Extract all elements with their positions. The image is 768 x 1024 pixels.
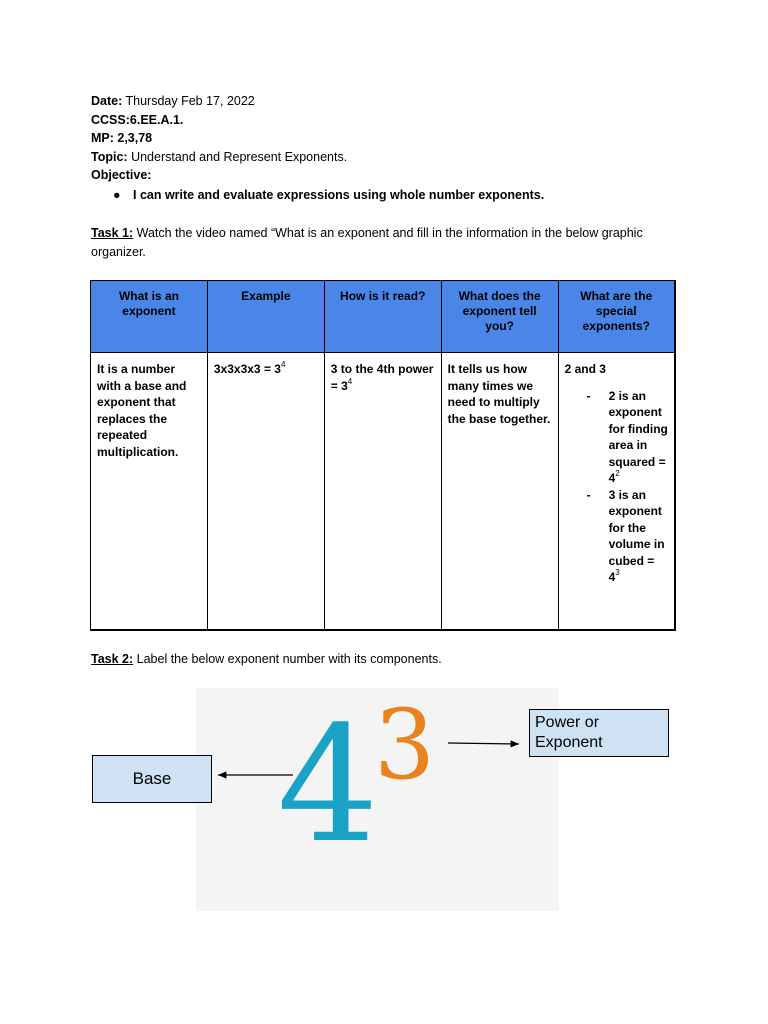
example-exponent: 4 [280,360,286,369]
mp-text: MP: 2,3,78 [91,131,153,145]
table-header-cell: What does the exponent tell you? [441,281,558,353]
bullet-icon: ● [113,188,121,202]
task1-text: Watch the video named “What is an exponent and fill in the information in the below graphic organizer. [91,226,643,259]
objective-label: Objective: [91,168,152,182]
base-digit: 4 [277,691,379,878]
special-item-exponent: 2 [615,469,620,478]
power-label-line2: Exponent [535,734,603,751]
power-arrow [448,743,519,744]
special-item-exponent: 3 [615,568,620,577]
topic-value: Understand and Represent Exponents. [131,150,348,164]
exponent-digit: 3 [374,689,436,801]
definition-text: It is a number with a base and exponent that replaces the repeated multiplication. [97,362,187,459]
example-text: 3x3x3x3 = 3 [213,362,281,376]
table-header-cell: How is it read? [324,281,441,353]
dash-bullet: - [586,388,591,403]
table-header-cell: What is an exponent [91,281,208,353]
task1-label: Task 1: [91,226,134,240]
special-item-text: 3 is an exponent for the volume in cubed = 4 [608,487,665,584]
special-item-text: 2 is an exponent for finding area in squared = 4 [608,388,668,485]
date-value: Thursday Feb 17, 2022 [125,94,255,108]
special-intro: 2 and 3 [564,362,606,376]
meaning-text: It tells us how many times we need to multiply the base together. [447,362,551,426]
table-header-cell: What are the special exponents? [558,281,675,353]
date-label: Date: [91,94,123,108]
ccss-text: CCSS:6.EE.A.1. [91,113,184,127]
power-label-line1: Power or [535,714,600,731]
reading-exponent: 4 [347,376,353,386]
task2-text: Label the below exponent number with its components. [136,652,442,666]
dash-bullet: - [586,487,591,502]
topic-label: Topic: [91,150,128,164]
reading-text: 3 to the 4th power = 3 [330,362,434,393]
table-header-cell: Example [207,281,324,353]
objective-item-text: I can write and evaluate expressions using whole number exponents. [133,188,545,202]
base-label-text: Base [132,769,172,788]
task2-label: Task 2: [91,652,134,666]
